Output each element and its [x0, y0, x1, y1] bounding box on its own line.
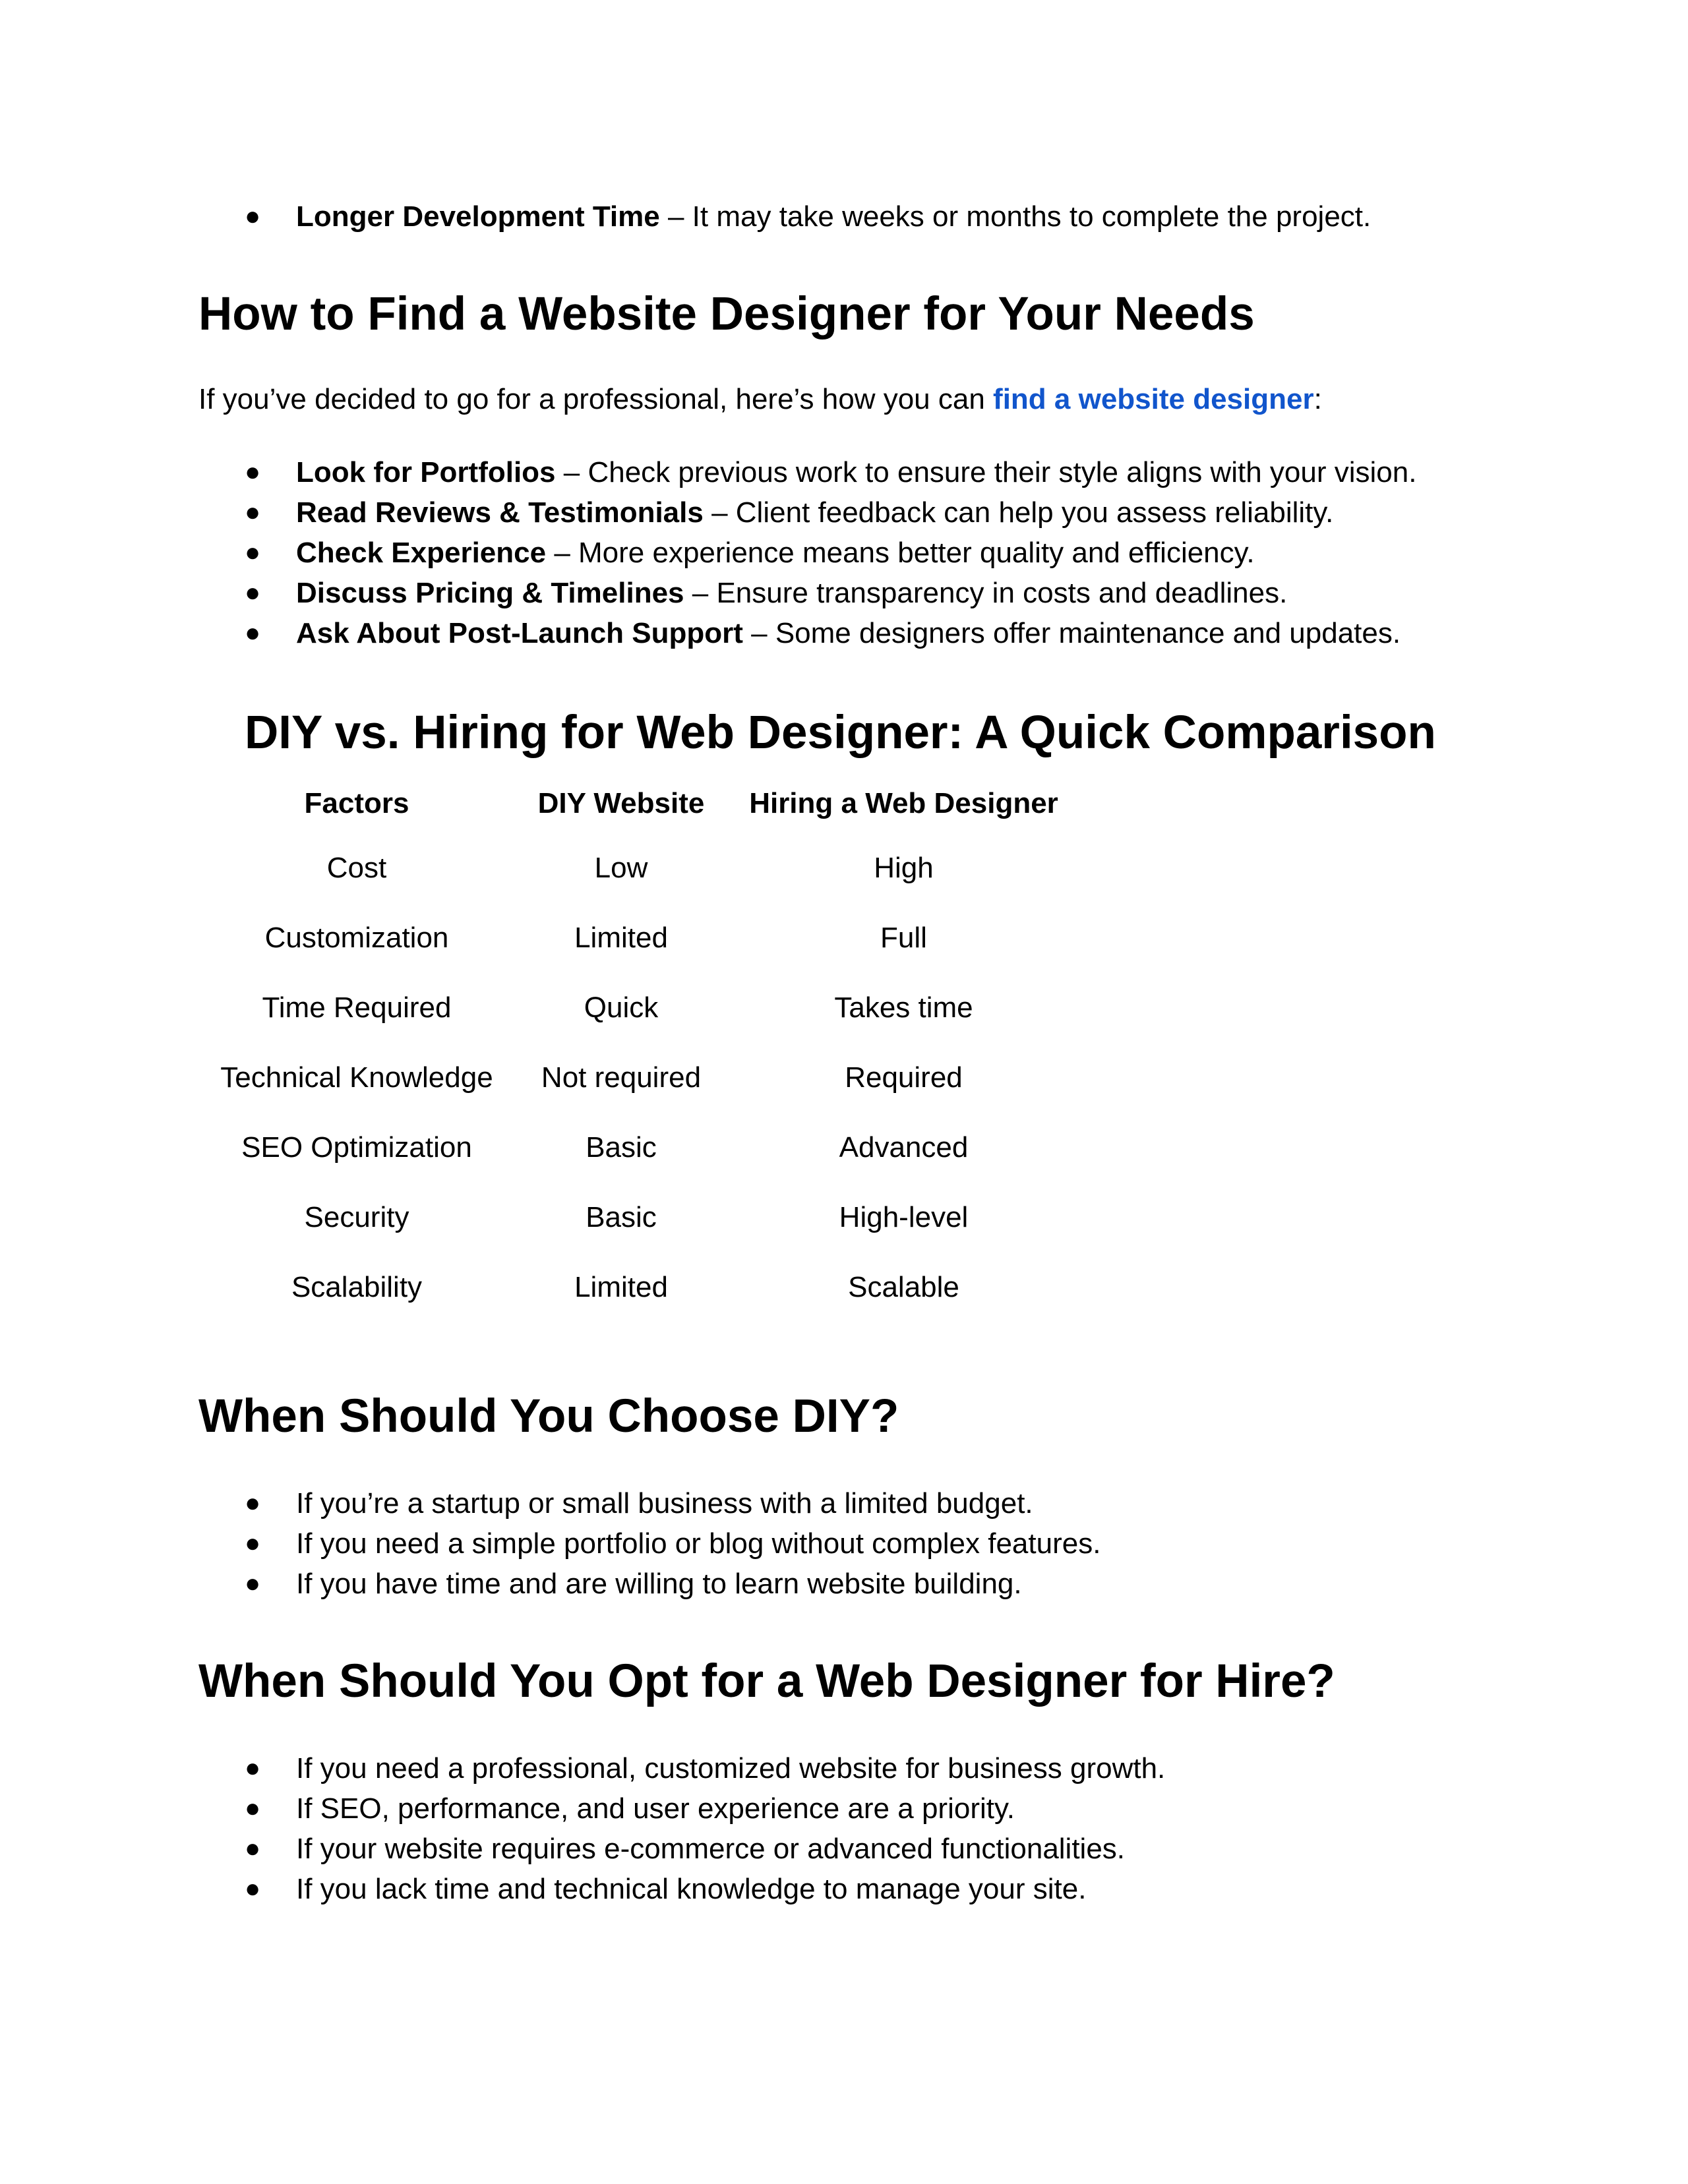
item-bold-label: Read Reviews & Testimonials	[296, 496, 704, 529]
table-cell: Quick	[584, 991, 659, 1024]
bullet-icon: ●	[245, 1834, 261, 1863]
table-cell: Technical Knowledge	[220, 1061, 493, 1094]
item-text: – Client feedback can help you assess reliability.	[703, 496, 1334, 529]
item-text: If SEO, performance, and user experience are a priority.	[296, 1792, 1015, 1825]
heading-comparison: DIY vs. Hiring for Web Designer: A Quick Comparison	[245, 707, 1436, 759]
list-item	[0, 1869, 1582, 1909]
table-cell: SEO Optimization	[241, 1131, 472, 1164]
item-text: If you need a professional, customized website for business growth.	[296, 1752, 1166, 1785]
column-header: DIY Website	[537, 787, 705, 819]
list-item	[0, 573, 1582, 613]
table-cell: Time Required	[262, 991, 452, 1024]
list-item	[0, 1788, 1582, 1829]
bullet-icon: ●	[245, 1794, 261, 1823]
list-item	[0, 613, 1582, 653]
intro-text: If you’ve decided to go for a professional, here’s how you can	[198, 383, 994, 415]
list-item	[0, 1829, 1582, 1869]
item-text: – Check previous work to ensure their style aligns with your vision.	[555, 456, 1417, 488]
item-bold-label: Look for Portfolios	[296, 456, 556, 488]
item-bold-label: Discuss Pricing & Timelines	[296, 577, 684, 609]
item-text: If you need a simple portfolio or blog without complex features.	[296, 1527, 1101, 1560]
bullet-icon: ●	[245, 498, 261, 527]
list-item	[0, 1523, 1582, 1564]
item-text: If you lack time and technical knowledge to manage your site.	[296, 1873, 1087, 1905]
diy-list	[0, 1483, 1582, 1604]
table-cell: Takes time	[834, 991, 973, 1024]
table-row	[204, 1113, 1074, 1183]
heading-choose-diy: When Should You Choose DIY?	[198, 1390, 899, 1442]
list-item	[0, 196, 1582, 237]
item-text: If your website requires e-commerce or advanced functionalities.	[296, 1833, 1126, 1865]
bullet-icon: ●	[245, 1529, 261, 1558]
column-header: Factors	[304, 787, 409, 819]
item-text: – More experience means better quality and efficiency.	[546, 537, 1255, 569]
list-item	[0, 1748, 1582, 1788]
heading-find-designer: How to Find a Website Designer for Your Needs	[198, 288, 1255, 340]
table-row	[204, 833, 1074, 903]
top-bullet-list	[0, 196, 1582, 237]
item-text: – It may take weeks or months to complete the project.	[659, 200, 1372, 233]
table-cell: Required	[845, 1061, 963, 1094]
table-cell: Basic	[586, 1201, 657, 1233]
table-cell: Customization	[264, 922, 449, 954]
bullet-icon: ●	[245, 578, 261, 607]
table-cell: High	[874, 852, 934, 884]
bullet-icon: ●	[245, 1754, 261, 1783]
bullet-icon: ●	[245, 1569, 261, 1598]
item-bold-label: Ask About Post-Launch Support	[296, 617, 743, 649]
table-row	[204, 973, 1074, 1043]
bullet-icon: ●	[245, 1489, 261, 1518]
comparison-table	[204, 787, 1074, 1322]
table-row	[204, 1183, 1074, 1253]
table-cell: High-level	[839, 1201, 969, 1233]
table-cell: Limited	[574, 922, 668, 954]
bullet-icon: ●	[245, 538, 261, 567]
list-item	[0, 1483, 1582, 1523]
table-row	[204, 1043, 1074, 1113]
bullet-icon: ●	[245, 1874, 261, 1903]
table-cell: Limited	[574, 1271, 668, 1303]
intro-colon: :	[1313, 383, 1322, 415]
find-designer-list	[0, 452, 1582, 653]
table-cell: Advanced	[839, 1131, 969, 1164]
list-item	[0, 452, 1582, 492]
bullet-icon: ●	[245, 457, 261, 487]
item-text: If you’re a startup or small business with a limited budget.	[296, 1487, 1033, 1520]
table-cell: Cost	[326, 852, 387, 884]
table-header-row	[204, 787, 1074, 833]
table-cell: Security	[304, 1201, 409, 1233]
item-bold-label: Longer Development Time	[296, 200, 660, 233]
table-cell: Full	[880, 922, 927, 954]
intro-paragraph	[198, 380, 1322, 419]
list-item	[0, 533, 1582, 573]
table-cell: Not required	[541, 1061, 702, 1094]
table-row	[204, 1253, 1074, 1322]
table-cell: Basic	[586, 1131, 657, 1164]
bullet-icon: ●	[245, 618, 261, 647]
bullet-icon: ●	[245, 202, 261, 231]
hire-list	[0, 1748, 1582, 1909]
list-item	[0, 492, 1582, 533]
heading-opt-for-designer: When Should You Opt for a Web Designer for Hire?	[198, 1655, 1335, 1707]
item-text: If you have time and are willing to learn website building.	[296, 1568, 1022, 1600]
find-website-designer-link[interactable]: find a website designer	[993, 383, 1314, 415]
table-cell: Low	[594, 852, 648, 884]
item-bold-label: Check Experience	[296, 537, 547, 569]
item-text: – Some designers offer maintenance and updates.	[742, 617, 1401, 649]
table-cell: Scalable	[848, 1271, 959, 1303]
table-cell: Scalability	[291, 1271, 423, 1303]
list-item	[0, 1564, 1582, 1604]
table-row	[204, 903, 1074, 973]
item-text: – Ensure transparency in costs and deadlines.	[684, 577, 1288, 609]
column-header: Hiring a Web Designer	[749, 787, 1058, 819]
